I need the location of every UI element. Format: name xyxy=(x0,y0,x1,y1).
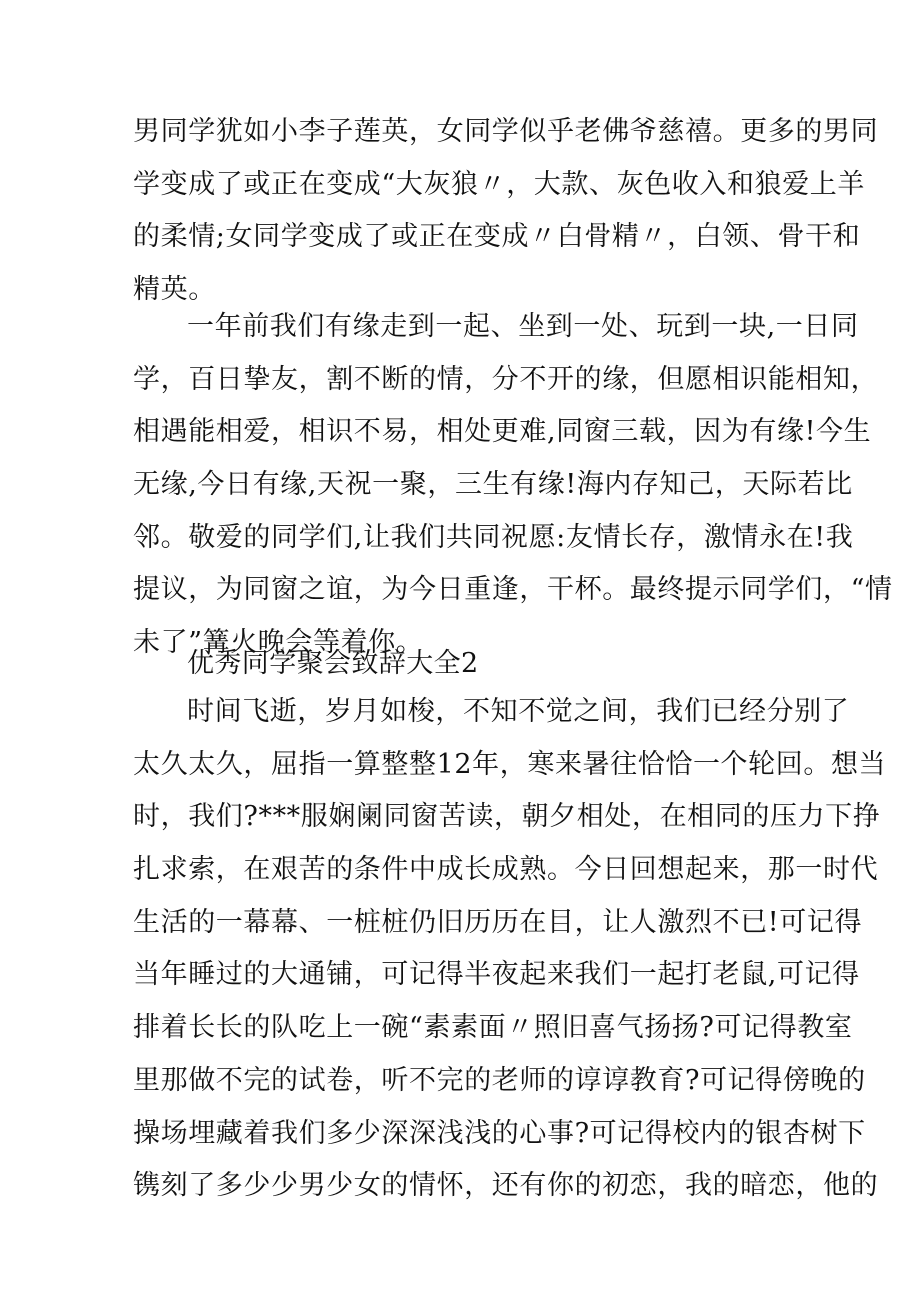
paragraph-line: 相遇能相爱，相识不易，相处更难,同窗三载，因为有缘!今生 xyxy=(133,416,872,448)
paragraph-line: 邻。敬爱的同学们,让我们共同祝愿:友情长存，激情永在!我 xyxy=(133,521,854,553)
heading-text: 优秀同学聚会致辞大全2 xyxy=(187,648,479,679)
paragraph-2 xyxy=(133,301,893,670)
section-heading xyxy=(133,638,813,691)
paragraph-line: 时间飞逝，岁月如梭，不知不觉之间，我们已经分别了 xyxy=(187,696,850,727)
paragraph-line: 里那做不完的试卷，听不完的老师的谆谆教育?可记得傍晚的 xyxy=(133,1064,866,1096)
paragraph-line: 时，我们?***服娴阑同窗苦读，朝夕相处，在相同的压力下挣 xyxy=(133,801,881,833)
paragraph-line: 学，百日挚友，割不断的情，分不开的缘，但愿相识能相知， xyxy=(133,363,879,395)
paragraph-1 xyxy=(133,106,879,317)
paragraph-line: 扎求索，在艰苦的条件中成长成熟。今日回想起来，那一时代 xyxy=(133,854,879,886)
paragraph-line: 学变成了或正在变成“大灰狼〃，大款、灰色收入和狼爱上羊 xyxy=(133,168,866,200)
paragraph-3 xyxy=(133,686,887,1213)
paragraph-line: 精英。 xyxy=(133,274,216,306)
paragraph-line: 提议，为同窗之谊，为今日重逢，干杯。最终提示同学们，“情 xyxy=(133,574,893,606)
paragraph-line: 一年前我们有缘走到一起、坐到一处、玩到一块,一日同 xyxy=(187,311,859,342)
paragraph-line: 当年睡过的大通铺，可记得半夜起来我们一起打老鼠,可记得 xyxy=(133,959,860,991)
paragraph-line: 无缘,今日有缘,天祝一聚，三生有缘!海内存知己，天际若比 xyxy=(133,469,853,501)
paragraph-line: 的柔情;女同学变成了或正在变成〃白骨精〃，白领、骨干和 xyxy=(133,221,861,253)
paragraph-line: 生活的一幕幕、一桩桩仍旧历历在目，让人激烈不已!可记得 xyxy=(133,906,863,938)
paragraph-line: 操场埋藏着我们多少深深浅浅的心事?可记得校内的银杏树下 xyxy=(133,1117,866,1149)
paragraph-line: 排着长长的队吃上一碗“素素面〃照旧喜气扬扬?可记得教室 xyxy=(133,1012,853,1044)
paragraph-line: 未了”篝火晚会等着你。 xyxy=(133,627,424,659)
paragraph-line: 镌刻了多少少男少女的情怀，还有你的初恋，我的暗恋，他的 xyxy=(133,1170,879,1202)
paragraph-line: 男同学犹如小李子莲英，女同学似乎老佛爷慈禧。更多的男同 xyxy=(133,116,879,147)
paragraph-line: 太久太久，屈指一算整整12年，寒来暑往恰恰一个轮回。想当 xyxy=(133,748,887,780)
